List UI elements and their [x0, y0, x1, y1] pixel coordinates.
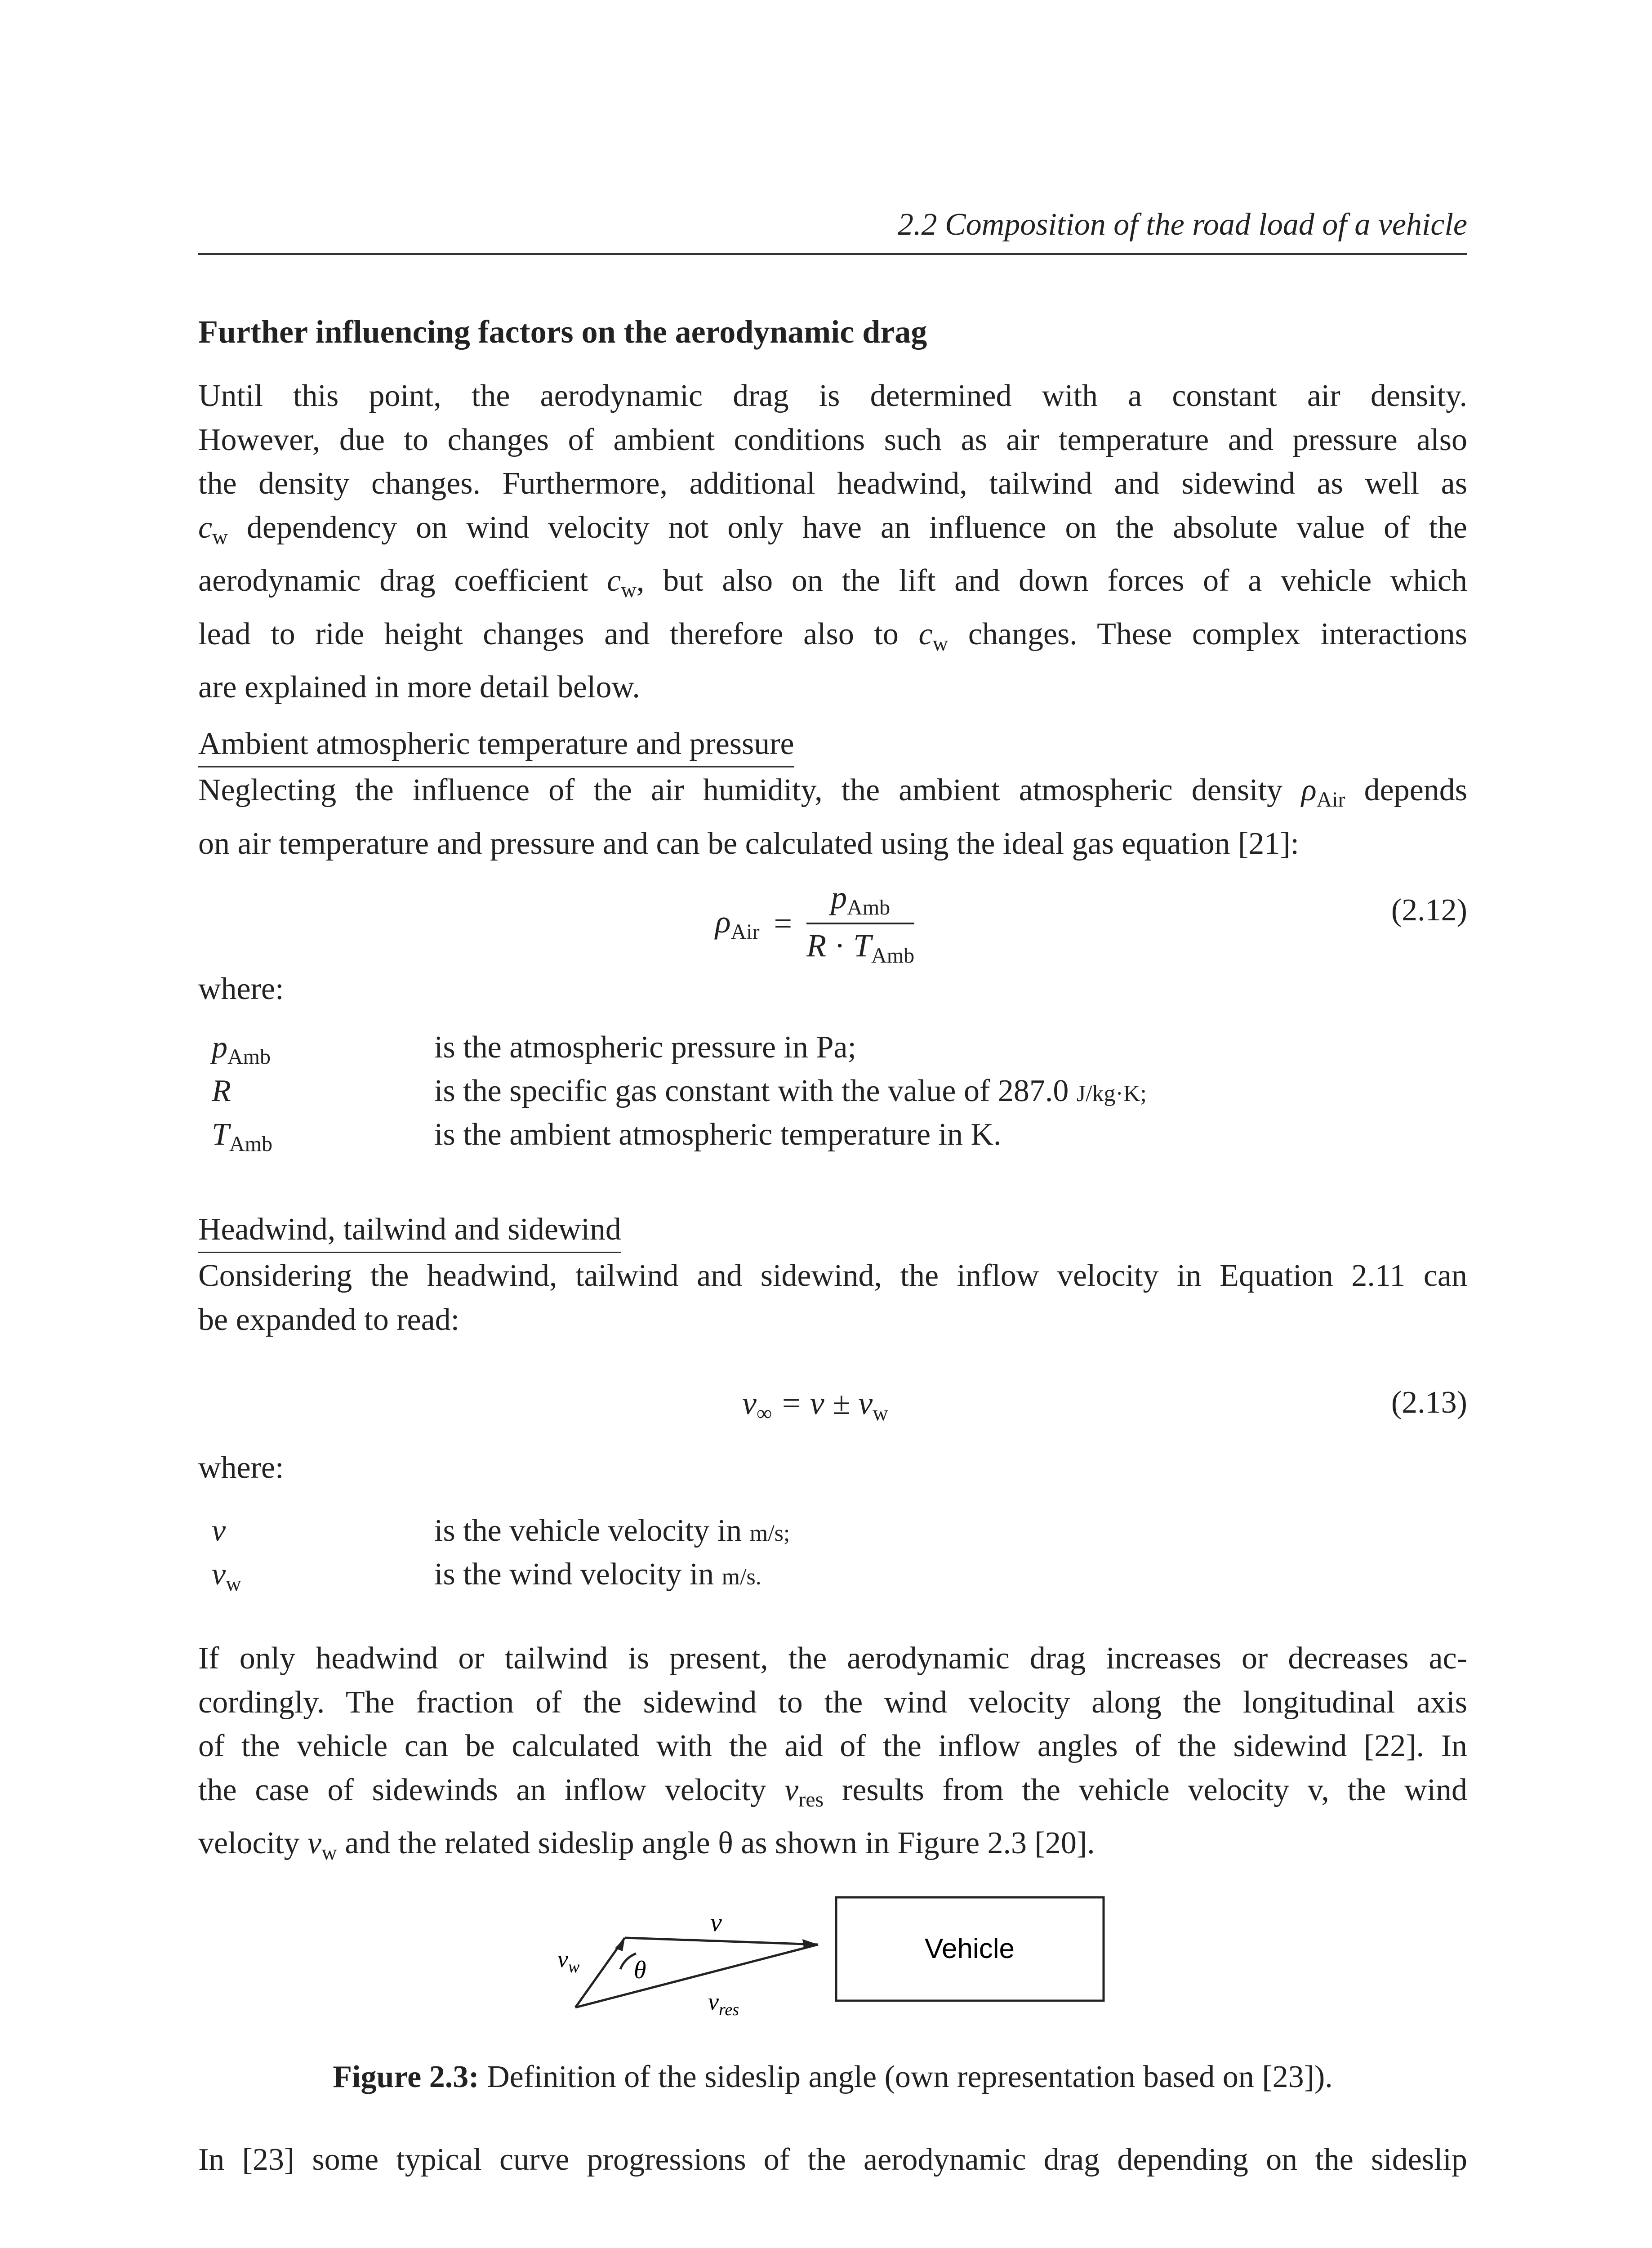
running-head: 2.2 Composition of the road load of a vehicle: [198, 205, 1467, 255]
intro-paragraph: [198, 374, 1467, 709]
equation-number: (2.13): [1391, 1385, 1467, 1420]
figure-label-theta: θ: [634, 1956, 646, 1984]
intro-line: the density changes. Furthermore, additional headwind, tailwind and sidewind as well as: [198, 466, 1467, 501]
intro-line: lead to ride height changes and therefore also to $c_w$ changes. These complex interactions: [198, 616, 1467, 656]
figure-label-vw: $v_w$: [557, 1945, 580, 1976]
intro-line: However, due to changes of ambient conditions such as air temperature and pressure also: [198, 422, 1467, 457]
cw-symbol: c: [198, 510, 213, 545]
sub2-line: be expanded to read:: [198, 1302, 460, 1337]
eq-lhs: ρAir: [715, 903, 760, 944]
vres-line: [575, 1945, 818, 2007]
cw-subscript: w: [212, 525, 228, 549]
figure-caption: Figure 2.3: Definition of the sideslip angle (own representation based on [23]).: [333, 2060, 1333, 2094]
subsection-wind: [198, 1209, 1467, 1342]
unit-label: J/kg·K;: [1076, 1081, 1147, 1106]
intro-line: Until this point, the aerodynamic drag is determined with a constant air density.: [198, 379, 1467, 413]
subsection-title: Headwind, tailwind and sidewind: [198, 1209, 621, 1253]
definition-row: R is the specific gas constant with the value of 287.0 J/kg·K;: [212, 1074, 1147, 1108]
where-label: where:: [198, 1450, 284, 1485]
definition-row: $v_w$ is the wind velocity in m/s.: [212, 1557, 761, 1596]
intro-line: $c_w$ dependency on wind velocity not only have an influence on the absolute value of the: [198, 510, 1468, 549]
figure-label-v: v: [710, 1908, 722, 1937]
sideslip-figure: [557, 1891, 1115, 2025]
subsection-title: Ambient atmospheric temperature and pressure: [198, 724, 794, 767]
equation-number: (2.12): [1391, 893, 1467, 928]
sub2-line: Considering the headwind, tailwind and sidewind, the inflow velocity in Equation 2.11 can: [198, 1258, 1467, 1293]
vehicle-label: Vehicle: [925, 1933, 1015, 1964]
sub1-line: Neglecting the influence of the air humidity, the ambient atmospheric density $\rho_{Air}$ depends: [198, 773, 1468, 812]
subsection-ambient: [198, 724, 1467, 865]
where-label: where:: [198, 972, 284, 1006]
intro-line: are explained in more detail below.: [198, 670, 640, 705]
figure-label-vres: $v_{res}$: [708, 1988, 739, 2019]
equation-2-13: v∞ = v ± vw (2.13): [742, 1385, 1467, 1425]
definition-row: $T_{Amb}$ is the ambient atmospheric temperature in K.: [212, 1117, 1002, 1156]
definition-row: $p_{Amb}$ is the atmospheric pressure in Pa;: [212, 1030, 856, 1069]
sub1-line: on air temperature and pressure and can be calculated using the ideal gas equation [21]:: [198, 826, 1300, 861]
eq-fraction: $\frac{\text{pAmb}}{\text{R · TAmb}}$: [806, 879, 915, 968]
last-line-paragraph: In [23] some typical curve progressions of the aerodynamic drag depending on the sideslip: [198, 2142, 1467, 2177]
intro-line: aerodynamic drag coefficient $c_w$, but also on the lift and down forces of a vehicle which: [198, 563, 1468, 602]
equation-2-12: ρAir = $\frac{\text{pAmb}}{\text{R · TAmb}}$ (2.12): [715, 879, 1467, 968]
body-paragraph: If only headwind or tailwind is present, the aerodynamic drag increases or decreases ac- cordingly. The fraction of the sidewind to the wind velocity along the longitudinal axis of the vehicle can be calculated with the aid of the inflow angles of the sidewind [22]. In the case of sidewinds an inflow velocity $v_{res}$ results from the vehicle velocity v, the wind velocity $v_w$ and the related sideslip angle θ as shown in Figure 2.3 [20].: [198, 1641, 1467, 1864]
v-line: [625, 1938, 818, 1945]
definition-row: v is the vehicle velocity in m/s;: [212, 1513, 790, 1548]
section-title: Further influencing factors on the aerodynamic drag: [198, 314, 927, 350]
